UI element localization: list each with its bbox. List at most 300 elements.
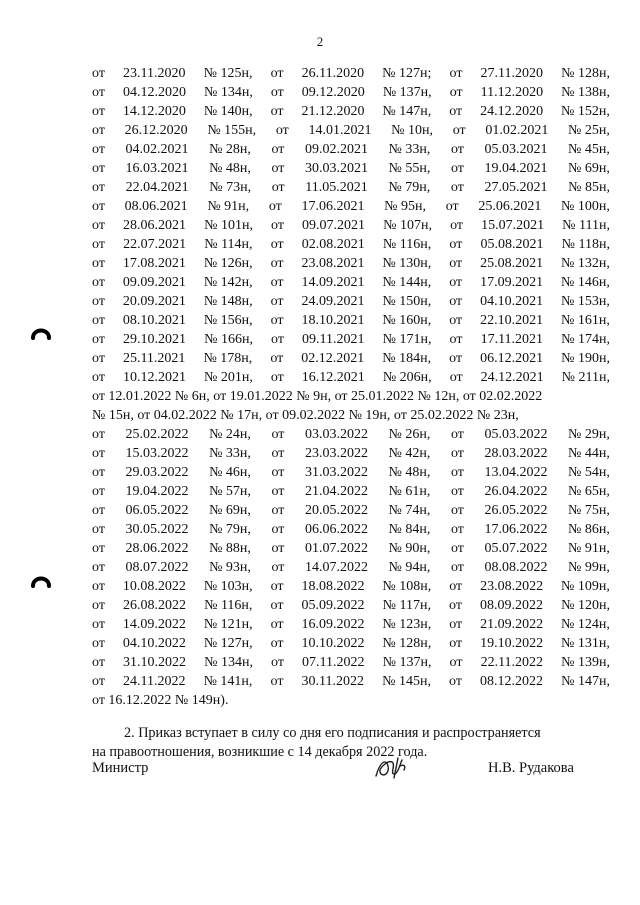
order-list-cell: от: [449, 674, 462, 689]
order-list-cell: № 85н,: [568, 180, 610, 195]
order-list-cell: от: [92, 332, 105, 347]
order-list-cell: 09.02.2021: [304, 142, 368, 157]
order-list-row: [92, 577, 610, 596]
order-list-cell: 05.09.2022: [301, 598, 365, 613]
order-list-cell: от: [271, 332, 284, 347]
order-list-row: [92, 254, 610, 273]
order-list-cell: 04.02.2021: [125, 142, 189, 157]
order-list-cell: № 118н,: [561, 237, 610, 252]
order-list-cell: № 120н,: [561, 598, 610, 613]
order-list-cell: от: [92, 503, 105, 518]
order-list-row: [92, 121, 610, 140]
order-list-cell: 25.08.2021: [480, 256, 544, 271]
page-number: 2: [316, 34, 324, 49]
order-list-cell: № 211н,: [561, 370, 610, 385]
order-list-cell: 25.02.2022: [125, 427, 189, 442]
order-list-cell: от: [449, 370, 463, 385]
order-list-cell: от: [452, 123, 466, 138]
order-list-cell: от: [92, 237, 105, 252]
order-list-cell: 16.09.2022: [301, 617, 365, 632]
order-list-cell: 05.07.2022: [484, 541, 548, 556]
order-list-cell: 28.06.2022: [125, 541, 189, 556]
order-list-cell: 16.12.2021: [301, 370, 365, 385]
order-list-row: [92, 596, 610, 615]
order-list-cell: № 108н,: [382, 579, 432, 594]
order-list-cell: 09.09.2021: [122, 275, 186, 290]
order-list-cell: 01.02.2021: [485, 123, 549, 138]
order-list-cell: № 86н,: [568, 522, 610, 537]
order-list-cell: от: [92, 351, 105, 366]
order-list-cell: № 33н,: [388, 142, 431, 157]
order-list-cell: № 73н,: [209, 180, 252, 195]
order-list-cell: № 140н,: [203, 104, 253, 119]
order-list-cell: от: [92, 142, 105, 157]
order-list-row: [92, 330, 610, 349]
order-list-row: [92, 672, 610, 691]
order-list-cell: от: [92, 427, 105, 442]
order-list-cell: от: [92, 161, 105, 176]
order-list-cell: № 137н,: [382, 655, 432, 670]
order-list-cell: от: [92, 446, 105, 461]
order-list-cell: 05.03.2021: [484, 142, 548, 157]
order-list-cell: 31.10.2022: [123, 655, 187, 670]
order-list-cell: от: [92, 218, 105, 233]
order-list-row: [92, 520, 610, 539]
order-list-cell: от: [270, 66, 284, 81]
order-list-cell: 04.10.2022: [122, 636, 186, 651]
order-list-cell: № 10н,: [391, 123, 434, 138]
order-list-row: [92, 444, 610, 463]
order-list-cell: 08.08.2022: [484, 560, 548, 575]
order-list-row: [92, 292, 610, 311]
order-list-cell: 15.03.2022: [125, 446, 189, 461]
order-list-cell: № 46н,: [209, 465, 251, 480]
order-list-cell: 19.04.2021: [484, 161, 548, 176]
order-list-cell: № 33н,: [209, 446, 251, 461]
order-list-cell: 19.10.2022: [480, 636, 544, 651]
order-list-cell: № 69н,: [209, 503, 251, 518]
order-list-cell: 23.03.2022: [304, 446, 368, 461]
order-list-cell: от: [92, 199, 105, 214]
order-list-cell: 30.11.2022: [301, 674, 365, 689]
order-list-cell: № 155н,: [207, 123, 257, 138]
order-list-cell: № 150н,: [382, 294, 432, 309]
order-list-cell: от: [92, 123, 105, 138]
order-list-cell: от: [449, 598, 462, 613]
order-list-cell: 10.10.2022: [301, 636, 365, 651]
order-list-cell: от: [271, 427, 285, 442]
order-list-cell: № 99н,: [568, 560, 610, 575]
order-list-cell: № 161н,: [561, 313, 610, 328]
order-list-row: [92, 216, 610, 235]
order-list-row: [92, 653, 610, 672]
order-list-line-raw-2: № 15н, от 04.02.2022 № 17н, от 09.02.2022 № 19н, от 25.02.2022 № 23н,: [92, 408, 519, 423]
order-list-cell: 27.05.2021: [484, 180, 548, 195]
order-list-cell: от: [271, 484, 285, 499]
order-list-cell: от: [92, 484, 105, 499]
order-list-row: [92, 501, 610, 520]
order-list-cell: № 160н,: [382, 313, 432, 328]
order-list-cell: 25.06.2021: [478, 199, 542, 214]
paragraph-2-line-2: на правоотношения, возникшие с 14 декабря 2022 года.: [92, 744, 428, 760]
order-list-cell: 22.07.2021: [123, 237, 187, 252]
order-list-cell: 24.12.2021: [480, 370, 544, 385]
order-list-cell: № 137н,: [382, 85, 432, 100]
order-list-cell: 06.05.2022: [125, 503, 189, 518]
order-list-cell: от: [445, 199, 459, 214]
order-list-row: [92, 197, 610, 216]
order-list-cell: от: [449, 579, 463, 594]
order-list-cell: 14.09.2021: [301, 275, 365, 290]
order-list-cell: от: [92, 579, 105, 594]
order-list-cell: № 90н,: [388, 541, 431, 556]
order-list-cell: 17.11.2021: [480, 332, 544, 347]
order-list-cell: от: [271, 161, 285, 176]
order-list-row: [92, 83, 610, 102]
order-list-cell: 26.11.2020: [301, 66, 365, 81]
order-list-cell: 20.05.2022: [304, 503, 368, 518]
order-list-cell: от: [92, 256, 105, 271]
order-list-cell: № 95н,: [384, 199, 427, 214]
order-list-cell: от: [270, 237, 284, 252]
order-list-cell: от: [449, 332, 463, 347]
order-list-cell: от: [92, 180, 105, 195]
order-list-cell: № 127н,: [203, 636, 253, 651]
punch-hole-icon: [30, 322, 52, 340]
order-list-cell: от: [449, 313, 463, 328]
order-list-cell: № 132н,: [561, 256, 610, 271]
order-list-cell: от: [271, 218, 284, 233]
order-list-cell: 14.09.2022: [122, 617, 186, 632]
order-list-cell: от: [449, 617, 463, 632]
order-list-row: [92, 273, 610, 292]
order-list-cell: от: [92, 275, 105, 290]
order-list-cell: № 114н,: [204, 237, 253, 252]
order-list-cell: № 152н,: [561, 104, 610, 119]
order-list-cell: № 153н,: [561, 294, 610, 309]
order-list-cell: № 100н,: [561, 199, 610, 214]
order-list-cell: № 93н,: [209, 560, 251, 575]
order-list-line-raw-1: от 12.01.2022 № 6н, от 19.01.2022 № 9н, от 25.01.2022 № 12н, от 02.02.2022: [92, 389, 543, 404]
order-list-cell: от: [449, 294, 463, 309]
order-list-cell: 04.10.2021: [480, 294, 544, 309]
order-list-cell: № 42н,: [388, 446, 431, 461]
order-list-cell: № 55н,: [388, 161, 431, 176]
order-list-cell: 14.12.2020: [122, 104, 186, 119]
order-list-cell: от: [92, 66, 105, 81]
order-list-row: [92, 482, 610, 501]
order-list-cell: 02.12.2021: [301, 351, 365, 366]
order-list-cell: от: [450, 180, 464, 195]
order-list-cell: 11.05.2021: [305, 180, 368, 195]
order-list-cell: № 88н,: [209, 541, 251, 556]
order-list-row: [92, 634, 610, 653]
order-list-cell: от: [270, 617, 284, 632]
order-list-cell: 17.09.2021: [480, 275, 544, 290]
order-list-cell: № 94н,: [388, 560, 431, 575]
order-list-cell: № 147н,: [382, 104, 432, 119]
order-list-cell: № 107н,: [383, 218, 432, 233]
order-list-cell: от: [270, 85, 284, 100]
order-list-cell: № 123н,: [382, 617, 432, 632]
order-list-cell: № 44н,: [568, 446, 610, 461]
order-list-row: [92, 463, 610, 482]
order-list-cell: № 48н,: [388, 465, 431, 480]
order-list-cell: 08.12.2022: [480, 674, 544, 689]
order-list-cell: 17.06.2022: [484, 522, 548, 537]
order-list-cell: от: [275, 123, 289, 138]
order-list-cell: от: [92, 313, 105, 328]
order-list-cell: № 75н,: [568, 503, 610, 518]
order-list-cell: № 201н,: [203, 370, 253, 385]
order-list-cell: № 79н,: [388, 180, 431, 195]
order-list-cell: № 125н,: [203, 66, 253, 81]
order-list-cell: от: [92, 104, 105, 119]
order-list-cell: 06.12.2021: [480, 351, 544, 366]
order-list-row: [92, 368, 610, 387]
order-list-cell: № 69н,: [568, 161, 610, 176]
order-list-cell: от: [271, 541, 285, 556]
order-list-cell: от: [92, 465, 105, 480]
order-list-cell: № 117н,: [382, 598, 431, 613]
order-list-cell: от: [270, 636, 284, 651]
order-list-cell: № 190н,: [561, 351, 610, 366]
order-list-cell: 30.05.2022: [125, 522, 189, 537]
order-list-row: [92, 140, 610, 159]
order-list-cell: 14.01.2021: [308, 123, 372, 138]
order-list-cell: № 121н,: [203, 617, 253, 632]
order-list-cell: от: [450, 522, 464, 537]
order-list-cell: 21.04.2022: [304, 484, 368, 499]
order-list-cell: от: [270, 104, 284, 119]
signature-icon: [370, 752, 410, 784]
order-list-cell: 21.09.2022: [480, 617, 544, 632]
order-list-cell: № 29н,: [568, 427, 610, 442]
order-list-cell: от: [449, 275, 463, 290]
order-list-cell: от: [92, 522, 105, 537]
order-list-cell: № 130н,: [382, 256, 432, 271]
order-list-cell: от: [271, 446, 285, 461]
order-list-cell: от: [450, 560, 464, 575]
signatory-title: Министр: [92, 760, 149, 776]
order-list-cell: 28.03.2022: [484, 446, 548, 461]
order-list-cell: № 146н,: [561, 275, 610, 290]
order-list-cell: 05.03.2022: [484, 427, 548, 442]
order-list-cell: 07.11.2022: [302, 655, 365, 670]
order-list-cell: № 178н,: [203, 351, 253, 366]
order-list-cell: 11.12.2020: [480, 85, 544, 100]
order-list-cell: 22.04.2021: [125, 180, 189, 195]
order-list-cell: 02.08.2021: [301, 237, 365, 252]
order-list-row: [92, 349, 610, 368]
order-list-cell: от: [271, 560, 285, 575]
order-list-cell: 26.12.2020: [124, 123, 188, 138]
order-list-cell: № 45н,: [568, 142, 610, 157]
order-list-cell: от: [268, 199, 282, 214]
order-list-cell: от: [450, 446, 464, 461]
order-list-cell: от: [270, 351, 284, 366]
order-list-cell: 08.06.2021: [124, 199, 188, 214]
order-list-cell: 22.10.2021: [480, 313, 544, 328]
order-list-cell: от: [271, 465, 285, 480]
order-list-cell: от: [449, 256, 463, 271]
order-list-cell: от: [92, 560, 105, 575]
order-list-row: [92, 178, 610, 197]
order-list-cell: № 61н,: [388, 484, 431, 499]
order-list-cell: 19.04.2022: [125, 484, 189, 499]
order-list-cell: № 111н,: [562, 218, 610, 233]
order-list-row: [92, 558, 610, 577]
order-list-cell: 09.12.2020: [301, 85, 365, 100]
order-list-cell: от: [450, 218, 463, 233]
order-list-cell: № 48н,: [209, 161, 251, 176]
order-list-cell: № 24н,: [209, 427, 251, 442]
order-list-cell: от: [270, 294, 284, 309]
order-list-cell: от: [450, 503, 464, 518]
order-list-cell: № 128н,: [561, 66, 610, 81]
order-list-cell: 04.12.2020: [122, 85, 186, 100]
order-list-cell: от: [92, 598, 105, 613]
order-list-cell: 23.11.2020: [123, 66, 186, 81]
order-list-cell: № 134н,: [203, 85, 253, 100]
order-list-cell: № 124н,: [561, 617, 610, 632]
order-list-row: [92, 159, 610, 178]
order-list-cell: от: [270, 313, 284, 328]
order-list-cell: № 134н,: [204, 655, 253, 670]
order-list-cell: № 128н,: [382, 636, 432, 651]
order-list-cell: № 28н,: [209, 142, 251, 157]
order-list-cell: от: [271, 655, 284, 670]
order-list-cell: № 116н,: [204, 598, 253, 613]
order-list-cell: от: [270, 579, 284, 594]
order-list-cell: от: [92, 541, 105, 556]
order-list-cell: 01.07.2022: [304, 541, 368, 556]
signatory-name: Н.В. Рудакова: [488, 760, 574, 776]
order-list-cell: № 65н,: [568, 484, 610, 499]
order-list-cell: от: [449, 636, 463, 651]
order-list-cell: № 147н,: [561, 674, 610, 689]
order-list-cell: 09.07.2021: [302, 218, 366, 233]
order-list-cell: № 54н,: [568, 465, 610, 480]
order-list-cell: 30.03.2021: [304, 161, 368, 176]
order-list-cell: от: [271, 503, 285, 518]
order-list-cell: от: [270, 275, 284, 290]
order-list-cell: от: [92, 85, 105, 100]
order-list-cell: от: [450, 142, 464, 157]
order-list-cell: № 156н,: [203, 313, 253, 328]
order-list-cell: № 91н,: [207, 199, 250, 214]
order-list-cell: 08.09.2022: [480, 598, 544, 613]
order-list-cell: 21.12.2020: [301, 104, 365, 119]
order-list-cell: 17.06.2021: [301, 199, 365, 214]
order-list-cell: № 141н,: [203, 674, 253, 689]
order-list-cell: 20.09.2021: [122, 294, 186, 309]
order-list-cell: от: [92, 617, 105, 632]
order-list-cell: № 174н,: [561, 332, 610, 347]
order-list-cell: 27.11.2020: [480, 66, 544, 81]
order-list-cell: 29.03.2022: [125, 465, 189, 480]
order-list-cell: от: [449, 104, 463, 119]
order-list-cell: от: [450, 484, 464, 499]
order-list-cell: № 171н,: [382, 332, 432, 347]
order-list-cell: № 26н,: [388, 427, 431, 442]
order-list-cell: от: [92, 674, 105, 689]
order-list-cell: 29.10.2021: [123, 332, 187, 347]
order-list-cell: 05.08.2021: [480, 237, 544, 252]
order-list-row: [92, 425, 610, 444]
order-list-cell: от: [270, 674, 284, 689]
order-list-cell: № 74н,: [388, 503, 431, 518]
order-list-cell: № 126н,: [203, 256, 253, 271]
order-list-2020-2021: [92, 64, 610, 387]
order-list-cell: № 25н,: [568, 123, 610, 138]
order-list-cell: 17.08.2021: [122, 256, 186, 271]
order-list-cell: № 145н,: [382, 674, 431, 689]
order-list-cell: от: [270, 370, 284, 385]
paragraph-2-line-1: 2. Приказ вступает в силу со дня его подписания и распространяется: [124, 725, 541, 741]
order-list-cell: 08.10.2021: [122, 313, 186, 328]
order-list-cell: от: [92, 370, 105, 385]
order-list-row: [92, 311, 610, 330]
order-list-2022: [92, 425, 610, 691]
order-list-row: [92, 539, 610, 558]
paragraph-2: [92, 724, 610, 762]
order-list-cell: № 101н,: [204, 218, 253, 233]
order-list-cell: от: [271, 142, 285, 157]
order-list-cell: № 116н,: [382, 237, 432, 252]
order-list-cell: № 184н,: [382, 351, 432, 366]
punch-hole-icon: [30, 570, 52, 588]
order-list-cell: № 127н;: [382, 66, 432, 81]
order-list-cell: от: [92, 655, 105, 670]
order-list-cell: от: [92, 636, 105, 651]
order-list-cell: от: [449, 351, 463, 366]
order-list-cell: 24.12.2020: [480, 104, 544, 119]
order-list-cell: № 109н,: [561, 579, 610, 594]
order-list-cell: № 139н,: [561, 655, 610, 670]
order-list-row: [92, 64, 610, 83]
order-list-cell: 09.11.2021: [302, 332, 365, 347]
order-list-cell: 24.11.2022: [123, 674, 186, 689]
order-list-cell: 06.06.2022: [304, 522, 368, 537]
order-list-cell: 25.11.2021: [122, 351, 186, 366]
order-list-cell: от: [450, 161, 464, 176]
order-list-cell: 22.11.2022: [480, 655, 544, 670]
order-list-cell: от: [271, 522, 285, 537]
order-list-row: [92, 235, 610, 254]
order-list-cell: 14.07.2022: [304, 560, 368, 575]
order-list-row: [92, 615, 610, 634]
order-list-cell: № 103н,: [203, 579, 253, 594]
order-list-cell: № 79н,: [209, 522, 251, 537]
order-list-cell: 08.07.2022: [125, 560, 189, 575]
order-list-cell: № 91н,: [568, 541, 610, 556]
order-list-cell: 16.03.2021: [125, 161, 189, 176]
order-list-cell: № 131н,: [561, 636, 610, 651]
order-list-cell: от: [450, 465, 464, 480]
order-list-cell: 23.08.2021: [301, 256, 365, 271]
order-list-cell: 26.04.2022: [484, 484, 548, 499]
order-list-cell: 23.08.2022: [480, 579, 544, 594]
order-list-cell: от: [450, 427, 464, 442]
order-list-cell: 10.12.2021: [122, 370, 186, 385]
order-list-cell: от: [449, 655, 463, 670]
order-list-cell: № 144н,: [382, 275, 432, 290]
order-list-cell: 31.03.2022: [304, 465, 368, 480]
order-list-cell: от: [449, 66, 463, 81]
order-list-cell: от: [92, 294, 105, 309]
order-list-cell: № 138н,: [561, 85, 610, 100]
